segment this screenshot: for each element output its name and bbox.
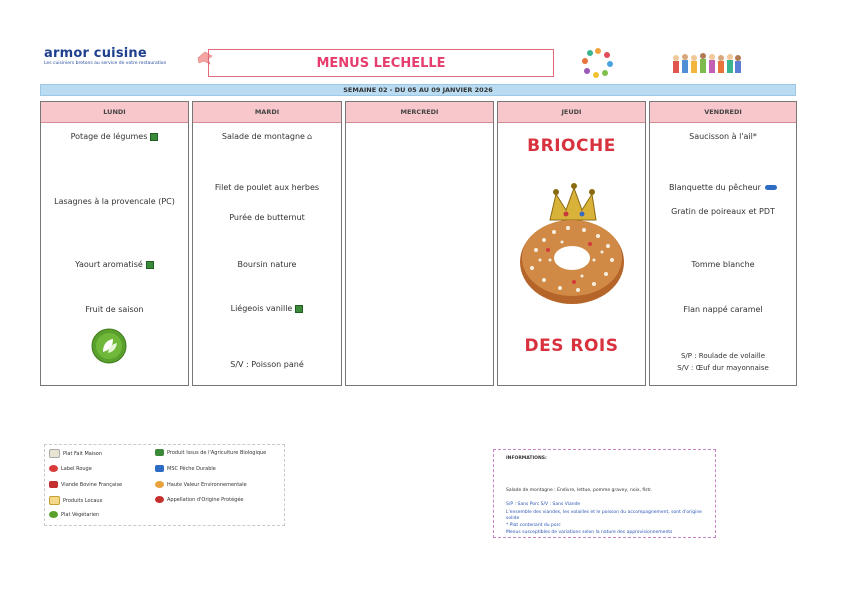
homemade-icon [49, 449, 60, 458]
information-title: INFORMATIONS: [506, 456, 547, 461]
day-header-lundi: LUNDI [41, 102, 188, 123]
legend [44, 444, 285, 526]
day-column-lundi [40, 101, 189, 386]
brand-tagline: Les cuisiniers bretons au service de votre restauration [44, 61, 167, 66]
legend-item: Haute Valeur Environnementale [155, 481, 247, 488]
menu-item: Purée de butternut [229, 213, 305, 222]
information-box [493, 449, 716, 538]
information-line: solide [506, 516, 520, 521]
children-group-icon [670, 48, 742, 78]
information-line: * Plat contenant du porc [506, 523, 561, 528]
homemade-icon: ⌂ [306, 132, 313, 141]
legend-item: Plat Végétarien [49, 511, 99, 518]
menu-item: Blanquette du pêcheur [650, 183, 796, 192]
local-products-icon [49, 496, 60, 505]
menu-item: Lasagnes à la provencale (PC) [54, 197, 175, 206]
menu-item: S/V : Œuf dur mayonnaise [677, 364, 769, 372]
msc-fish-icon [155, 465, 164, 472]
legend-item: Label Rouge [49, 465, 92, 472]
brand-logo: armor cuisine [44, 46, 147, 61]
day-header-mardi: MARDI [193, 102, 341, 123]
information-line: Salade de montagne : Endivre, lettue, pomme gravey, noix, fistr. [506, 488, 653, 493]
menu-item: Flan nappé caramel [683, 305, 763, 314]
organic-icon [146, 261, 154, 269]
information-line: L'ensemble des viandes, les volailles et le poisson du accompagnement, sont d'origine [506, 510, 702, 515]
menu-item: Liégeois vanille [193, 304, 341, 313]
legend-item: Produits Locaux [49, 496, 103, 505]
menu-item: S/P : Roulade de volaille [680, 352, 766, 360]
banner-bottom: DES ROIS [524, 336, 619, 356]
legend-item: MSC Pêche Durable [155, 465, 216, 472]
vegetarian-icon [49, 511, 58, 518]
legend-item: Produit Issus de l'Agriculture Biologique [155, 449, 266, 456]
label-rouge-icon [49, 465, 58, 472]
french-beef-icon [49, 481, 58, 488]
information-line: Menus susceptibles de variations selon la nature des approvisionnements [506, 530, 673, 535]
menu-item: Tomme blanche [691, 260, 755, 269]
vegetarian-badge-icon [91, 328, 127, 364]
week-banner: SEMAINE 02 - DU 05 AU 09 JANVIER 2026 [40, 84, 796, 96]
menu-item: Boursin nature [237, 260, 297, 269]
day-column-mercredi [345, 101, 494, 386]
children-circle-icon [580, 47, 616, 79]
menu-item: Salade de montagne ⌂ [221, 132, 313, 141]
aop-icon [155, 496, 164, 503]
information-line: S/P : Sans Porc S/V : Sans Viande [506, 502, 581, 507]
day-column-vendredi [649, 101, 797, 386]
menu-item: Gratin de poireaux et PDT [671, 207, 775, 216]
page-title: MENUS LECHELLE [208, 49, 554, 77]
menu-item: Fruit de saison [85, 305, 144, 314]
legend-item: Appellation d'Origine Protégée [155, 496, 243, 503]
hve-icon [155, 481, 164, 488]
menu-item: Filet de poulet aux herbes [214, 183, 320, 192]
organic-icon [150, 133, 158, 141]
msc-fish-icon [765, 185, 777, 190]
day-header-jeudi: JEUDI [498, 102, 645, 123]
brioche-des-rois-image [516, 180, 628, 306]
banner-top: BRIOCHE [527, 136, 616, 156]
day-header-vendredi: VENDREDI [650, 102, 796, 123]
day-column-mardi [192, 101, 342, 386]
menu-item: Potage de légumes [41, 132, 188, 141]
legend-item: Viande Bovine Française [49, 481, 122, 488]
organic-icon [155, 449, 164, 456]
day-column-jeudi [497, 101, 646, 386]
menu-item: Saucisson à l'ail* [689, 132, 757, 141]
menu-item: Yaourt aromatisé [41, 260, 188, 269]
day-header-mercredi: MERCREDI [346, 102, 493, 123]
organic-icon [295, 305, 303, 313]
menu-item: S/V : Poisson pané [230, 360, 304, 369]
legend-item: Plat Fait Maison [49, 449, 102, 458]
